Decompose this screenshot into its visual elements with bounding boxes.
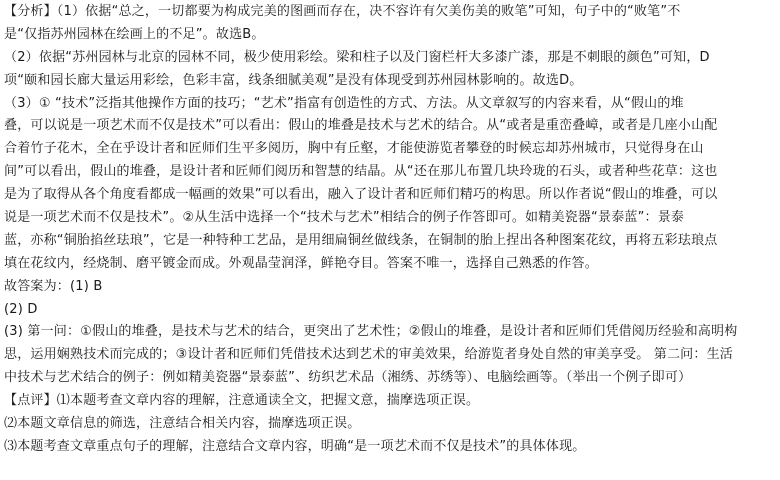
text-line: (2) D	[4, 301, 38, 317]
text-line: 是为了取得从各个角度看都成一幅画的效果”可以看出，融入了设计者和匠师们精巧的构思。所以作者说“假山的堆叠，可以	[4, 187, 718, 203]
text-line: ⑵本题文章信息的筛选，注意结合相关内容，揣摩选项正误。	[4, 416, 361, 432]
text-line: 是“仅指苏州园林在绘画上的不足”。故选B。	[4, 26, 265, 42]
text-line: 叠，可以说是一项艺术而不仅是技术”可以看出：假山的堆叠是技术与艺术的结合。从“或者是重峦叠嶂，或者是几座小山配	[4, 118, 718, 134]
text-line: 思，运用娴熟技术而完成的；③设计者和匠师们凭借技术达到艺术的审美效果，给游览者身处自然的审美享受。 第二问：生活	[4, 347, 733, 363]
text-line: 【点评】⑴本题考查文章内容的理解，注意通读全文，把握文意，揣摩选项正误。	[4, 393, 480, 409]
text-line: (3) 第一问：①假山的堆叠，是技术与艺术的结合，更突出了艺术性；②假山的堆叠，是设计者和匠师们凭借阅历经验和高明构	[4, 324, 738, 340]
text-line: （3）① “技术”泛指其他操作方面的技巧；“艺术”指富有创造性的方式、方法。从文章叙写的内容来看，从“假山的堆	[4, 95, 684, 111]
text-line: 间”可以看出，假山的堆叠，是设计者和匠师们阅历和智慧的结晶。从“还在那儿布置几块玲珑的石头，或者种些花草：这也	[4, 164, 718, 180]
text-line: 说是一项艺术而不仅是技术”。②从生活中选择一个“技术与艺术”相结合的例子作答即可。如精美瓷器“景泰蓝”：景泰	[4, 210, 685, 226]
text-line: 中技术与艺术结合的例子：例如精美瓷器“景泰蓝”、纺织艺术品（湘绣、苏绣等）、电脑绘画等。（举出一个例子即可）	[4, 370, 692, 386]
text-line: （2）依据“苏州园林与北京的园林不同，极少使用彩绘。梁和柱子以及门窗栏杆大多漆广漆，那是不刺眼的颜色”可知，D	[4, 49, 710, 65]
text-line: 项“颐和园长廊大量运用彩绘，色彩丰富，线条细腻美观”是没有体现受到苏州园林影响的。故选D。	[4, 72, 583, 88]
text-line: ⑶本题考查文章重点句子的理解，注意结合文章内容，明确“是一项艺术而不仅是技术”的具体体现。	[4, 438, 586, 454]
text-line: 蓝，亦称“铜胎掐丝珐琅”，它是一种特种工艺品，是用细扁铜丝做线条，在铜制的胎上捏出各种图案花纹，再将五彩珐琅点	[4, 232, 718, 248]
text-line: 合着竹子花木，全在乎设计者和匠师们生平多阅历，胸中有丘壑，才能使游览者攀登的时候忘却苏州城市，只觉得身在山	[4, 141, 704, 157]
text-line: 故答案为：(1) B	[4, 278, 103, 294]
text-line: 【分析】（1）依据“总之，一切都要为构成完美的图画而存在，决不容许有欠美伤美的败笔”可知，句子中的“败笔”不	[4, 4, 681, 19]
text-line: 填在花纹内，经烧制、磨平镀金而成。外观晶莹润泽，鲜艳夺目。答案不唯一，选择自己熟悉的作答。	[4, 255, 599, 271]
